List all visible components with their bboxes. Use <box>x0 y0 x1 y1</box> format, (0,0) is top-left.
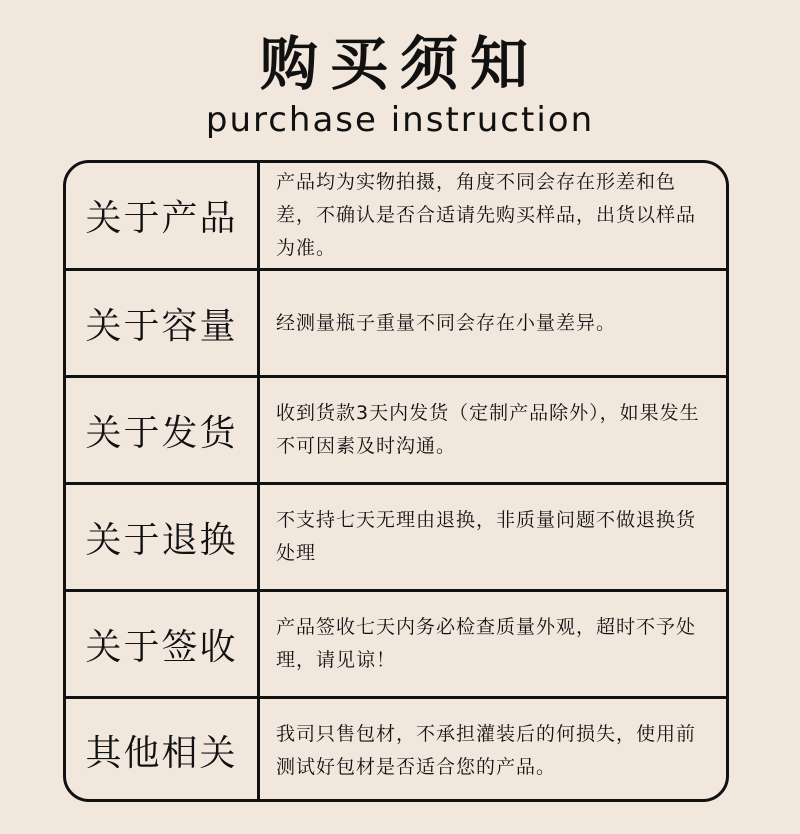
row-label: 其他相关 <box>66 699 260 802</box>
row-label: 关于签收 <box>66 592 260 696</box>
table-row-returns <box>66 485 726 592</box>
table-row-product <box>66 163 726 271</box>
table-row-shipping <box>66 378 726 485</box>
instruction-table <box>63 160 729 802</box>
row-description: 经测量瓶子重量不同会存在小量差异。 <box>276 311 617 334</box>
row-label: 关于容量 <box>66 271 260 375</box>
row-description: 收到货款3天内发货（定制产品除外），如果发生不可因素及时沟通。 <box>276 402 700 457</box>
row-description: 产品均为实物拍摄，角度不同会存在形差和色差，不确认是否合适请先购买样品，出货以样品为准。 <box>276 171 697 259</box>
row-description: 不支持七天无理由退换，非质量问题不做退换货处理 <box>276 509 697 564</box>
page-subtitle: purchase instruction <box>205 100 595 140</box>
table-row-other <box>66 699 726 802</box>
page-title: 购买须知 <box>259 30 540 98</box>
row-description: 产品签收七天内务必检查质量外观，超时不予处理，请见谅！ <box>276 616 697 671</box>
row-description: 我司只售包材，不承担灌装后的何损失，使用前测试好包材是否适合您的产品。 <box>276 722 697 778</box>
table-row-capacity <box>66 271 726 378</box>
row-label: 关于退换 <box>66 485 260 589</box>
row-label: 关于发货 <box>66 378 260 482</box>
table-row-signing <box>66 592 726 699</box>
row-label: 关于产品 <box>66 163 260 268</box>
